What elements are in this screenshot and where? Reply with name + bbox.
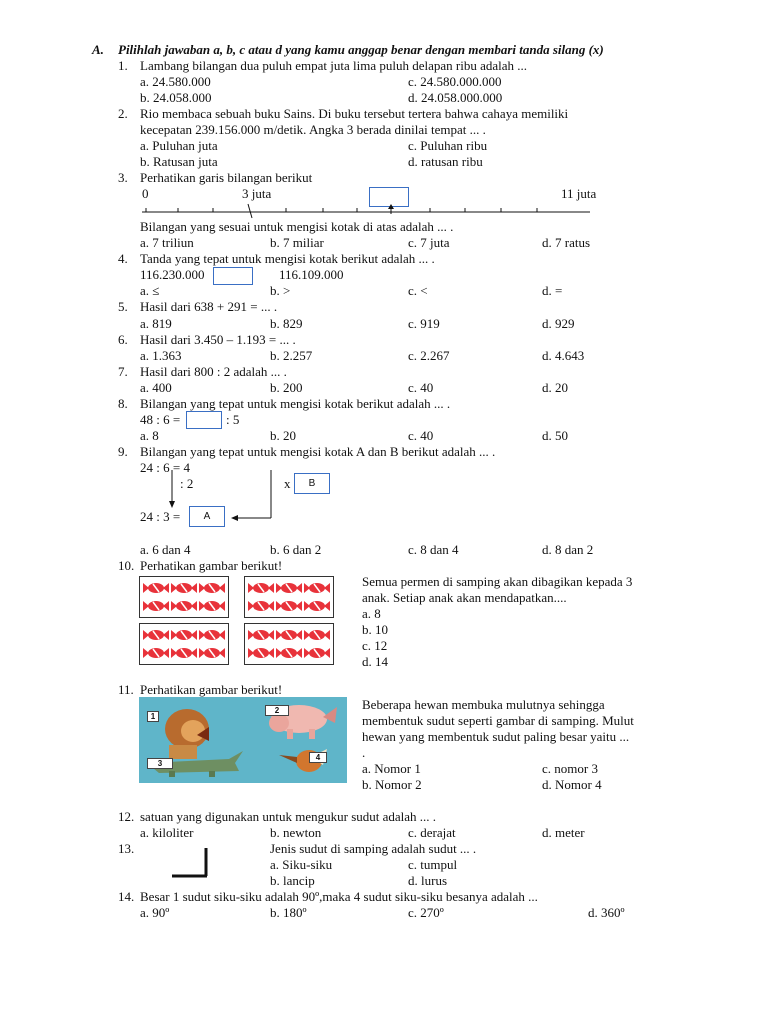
candy-icons	[140, 577, 228, 617]
section-instruction: Pilihlah jawaban a, b, c atau d yang kamu anggap benar dengan membari tanda silang (x)	[118, 42, 604, 57]
q11-number: 11.	[118, 682, 134, 697]
q10-text: Perhatikan gambar berikut!	[140, 558, 283, 573]
candy-icon	[199, 648, 225, 658]
q4-option-a[interactable]: a. ≤	[140, 283, 160, 298]
q4-option-c[interactable]: c. <	[408, 283, 428, 298]
q11-option-a[interactable]: a. Nomor 1	[362, 761, 421, 776]
q11-option-d[interactable]: d. Nomor 4	[542, 777, 602, 792]
candy-icon	[171, 583, 197, 593]
animal-tag-1: 1	[147, 711, 159, 722]
q8-option-a[interactable]: a. 8	[140, 428, 159, 443]
q11-desc-line3: hewan yang membentuk sudut paling besar yaitu ...	[362, 729, 630, 744]
q9-box-b[interactable]: B	[294, 473, 330, 494]
candy-panel	[139, 623, 229, 665]
candy-icon	[304, 630, 330, 640]
q5-option-c[interactable]: c. 919	[408, 316, 440, 331]
q9-number: 9.	[118, 444, 128, 459]
q3-option-a[interactable]: a. 7 triliun	[140, 235, 194, 250]
candy-icon	[248, 630, 274, 640]
q10-option-c[interactable]: c. 12	[362, 638, 388, 653]
q5-option-b[interactable]: b. 829	[270, 316, 303, 331]
q9-divisor: : 2	[180, 476, 194, 491]
q1-number: 1.	[118, 58, 128, 73]
q9-option-d[interactable]: d. 8 dan 2	[542, 542, 594, 557]
q3-option-b[interactable]: b. 7 miliar	[270, 235, 324, 250]
q8-equation-right: : 5	[226, 412, 240, 427]
q9-option-c[interactable]: c. 8 dan 4	[408, 542, 459, 557]
q3-option-d[interactable]: d. 7 ratus	[542, 235, 591, 250]
q7-option-d[interactable]: d. 20	[542, 380, 568, 395]
q8-option-b[interactable]: b. 20	[270, 428, 296, 443]
q5-number: 5.	[118, 299, 128, 314]
q2-option-b[interactable]: b. Ratusan juta	[140, 154, 218, 169]
q14-option-b[interactable]: b. 180º	[270, 905, 307, 920]
q10-option-d[interactable]: d. 14	[362, 654, 388, 669]
candy-icon	[143, 630, 169, 640]
q11-desc-line1: Beberapa hewan membuka mulutnya sehingga	[362, 697, 605, 712]
q8-text: Bilangan yang tepat untuk mengisi kotak berikut adalah ... .	[140, 396, 451, 411]
candy-icon	[276, 648, 302, 658]
q4-right-number: 116.109.000	[279, 267, 344, 282]
candy-panel	[139, 576, 229, 618]
q14-number: 14.	[118, 889, 135, 904]
q9-line1: 24 : 6 = 4	[140, 460, 190, 475]
animals-drawing	[139, 697, 347, 783]
q13-option-a[interactable]: a. Siku-siku	[270, 857, 333, 872]
q8-option-c[interactable]: c. 40	[408, 428, 434, 443]
candy-icon	[171, 630, 197, 640]
q2-text-cont: kecepatan 239.156.000 m/detik. Angka 3 berada dinilai tempat ... .	[140, 122, 486, 137]
animal-tag-2: 2	[265, 705, 289, 716]
q13-option-d[interactable]: d. lurus	[408, 873, 447, 888]
q14-text: Besar 1 sudut siku-siku adalah 90º,maka 4 sudut siku-siku besanya adalah ...	[140, 889, 538, 904]
q9-option-b[interactable]: b. 6 dan 2	[270, 542, 322, 557]
q11-option-c[interactable]: c. nomor 3	[542, 761, 598, 776]
q5-option-a[interactable]: a. 819	[140, 316, 172, 331]
q6-option-a[interactable]: a. 1.363	[140, 348, 182, 363]
q10-number: 10.	[118, 558, 135, 573]
q7-option-b[interactable]: b. 200	[270, 380, 303, 395]
q5-option-d[interactable]: d. 929	[542, 316, 575, 331]
q6-option-b[interactable]: b. 2.257	[270, 348, 313, 363]
q3-text-cont: Bilangan yang sesuai untuk mengisi kotak di atas adalah ... .	[140, 219, 454, 234]
q6-option-d[interactable]: d. 4.643	[542, 348, 585, 363]
q3-option-c[interactable]: c. 7 juta	[408, 235, 450, 250]
candy-icon	[171, 601, 197, 611]
right-angle-figure	[168, 846, 212, 880]
q12-text: satuan yang digunakan untuk mengukur sudut adalah ... .	[140, 809, 437, 824]
q13-option-c[interactable]: c. tumpul	[408, 857, 458, 872]
candy-icon	[199, 630, 225, 640]
q9-option-a[interactable]: a. 6 dan 4	[140, 542, 191, 557]
q6-option-c[interactable]: c. 2.267	[408, 348, 450, 363]
q8-answer-box[interactable]	[186, 411, 222, 429]
q12-option-a[interactable]: a. kiloliter	[140, 825, 194, 840]
q9-box-a[interactable]: A	[189, 506, 225, 527]
q4-answer-box[interactable]	[213, 267, 253, 285]
q13-text: Jenis sudut di samping adalah sudut ... .	[270, 841, 477, 856]
q9-multiply-sign: x	[284, 476, 291, 491]
q8-number: 8.	[118, 396, 128, 411]
q4-number: 4.	[118, 251, 128, 266]
q10-desc-line2: anak. Setiap anak akan mendapatkan....	[362, 590, 567, 605]
candy-icon	[304, 648, 330, 658]
candy-icon	[276, 601, 302, 611]
numberline-mid-label: 3 juta	[242, 186, 272, 201]
q10-option-a[interactable]: a. 8	[362, 606, 381, 621]
q14-option-c[interactable]: c. 270º	[408, 905, 444, 920]
q9-text: Bilangan yang tepat untuk mengisi kotak A dan B berikut adalah ... .	[140, 444, 496, 459]
candy-icon	[276, 630, 302, 640]
numberline-start-label: 0	[142, 186, 149, 201]
q2-text: Rio membaca sebuah buku Sains. Di buku tersebut tertera bahwa cahaya memiliki	[140, 106, 569, 121]
q1-option-c[interactable]: c. 24.580.000.000	[408, 74, 502, 89]
q7-option-a[interactable]: a. 400	[140, 380, 172, 395]
candy-icon	[143, 583, 169, 593]
q2-option-c[interactable]: c. Puluhan ribu	[408, 138, 488, 153]
q6-number: 6.	[118, 332, 128, 347]
candy-icons	[245, 577, 333, 617]
q8-option-d[interactable]: d. 50	[542, 428, 568, 443]
section-letter: A.	[92, 42, 104, 57]
q11-desc-line2: membentuk sudut seperti gambar di samping. Mulut	[362, 713, 634, 728]
candy-icons	[140, 624, 228, 664]
candy-icon	[199, 601, 225, 611]
candy-panel	[244, 623, 334, 665]
candy-icon	[304, 583, 330, 593]
q1-option-d[interactable]: d. 24.058.000.000	[408, 90, 503, 105]
q2-number: 2.	[118, 106, 128, 121]
q1-text: Lambang bilangan dua puluh empat juta lima puluh delapan ribu adalah ...	[140, 58, 527, 73]
candy-icons	[245, 624, 333, 664]
q12-option-c[interactable]: c. derajat	[408, 825, 456, 840]
q7-option-c[interactable]: c. 40	[408, 380, 434, 395]
q13-option-b[interactable]: b. lancip	[270, 873, 315, 888]
q14-option-d[interactable]: d. 360º	[588, 905, 625, 920]
candy-icon	[248, 648, 274, 658]
q10-desc-line1: Semua permen di samping akan dibagikan kepada 3	[362, 574, 633, 589]
q14-option-a[interactable]: a. 90º	[140, 905, 170, 920]
candy-icon	[143, 601, 169, 611]
q4-left-number: 116.230.000	[140, 267, 205, 282]
number-line	[140, 200, 600, 220]
q1-option-a[interactable]: a. 24.580.000	[140, 74, 211, 89]
candy-panel	[244, 576, 334, 618]
q9-line3: 24 : 3 =	[140, 509, 181, 524]
animal-tag-4: 4	[309, 752, 327, 763]
animal-tag-3: 3	[147, 758, 173, 769]
q13-number: 13.	[118, 841, 135, 856]
candy-icon	[199, 583, 225, 593]
candy-icon	[248, 601, 274, 611]
q12-option-d[interactable]: d. meter	[542, 825, 585, 840]
q5-text: Hasil dari 638 + 291 = ... .	[140, 299, 278, 314]
q12-option-b[interactable]: b. newton	[270, 825, 322, 840]
q2-option-d[interactable]: d. ratusan ribu	[408, 154, 483, 169]
q8-equation-left: 48 : 6 =	[140, 412, 181, 427]
animals-image	[139, 697, 347, 783]
candy-icon	[171, 648, 197, 658]
q7-text: Hasil dari 800 : 2 adalah ... .	[140, 364, 287, 379]
q12-number: 12.	[118, 809, 135, 824]
numberline-end-label: 11 juta	[561, 186, 597, 201]
q6-text: Hasil dari 3.450 – 1.193 = ... .	[140, 332, 296, 347]
q4-option-d[interactable]: d. =	[542, 283, 563, 298]
q10-option-b[interactable]: b. 10	[362, 622, 388, 637]
q7-number: 7.	[118, 364, 128, 379]
candy-icon	[276, 583, 302, 593]
q4-text: Tanda yang tepat untuk mengisi kotak berikut adalah ... .	[140, 251, 435, 266]
candy-icon	[248, 583, 274, 593]
q3-text: Perhatikan garis bilangan berikut	[140, 170, 313, 185]
q4-option-b[interactable]: b. >	[270, 283, 291, 298]
q3-number: 3.	[118, 170, 128, 185]
q11-option-b[interactable]: b. Nomor 2	[362, 777, 422, 792]
q11-desc-line4: .	[362, 745, 366, 760]
candy-icon	[304, 601, 330, 611]
candy-icon	[143, 648, 169, 658]
q1-option-b[interactable]: b. 24.058.000	[140, 90, 212, 105]
q2-option-a[interactable]: a. Puluhan juta	[140, 138, 218, 153]
q11-text: Perhatikan gambar berikut!	[140, 682, 283, 697]
